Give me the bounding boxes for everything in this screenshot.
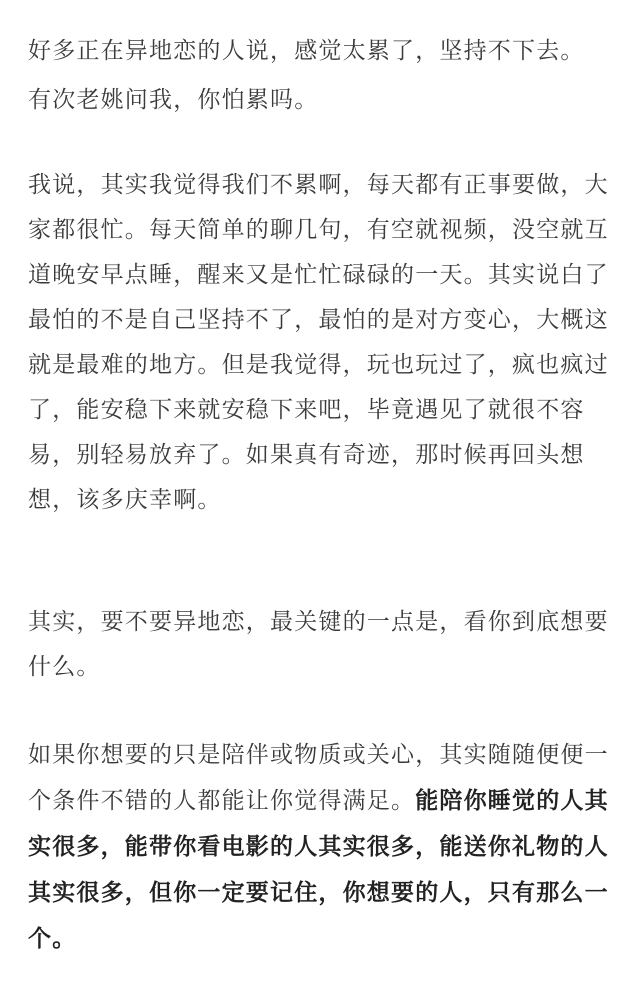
text-line: 其实，要不要异地恋，最关键的一点是，看你到底想要 bbox=[28, 609, 609, 635]
text-line-bold: 其实很多，但你一定要记住，你想要的人，只有那么一 bbox=[28, 880, 609, 906]
text-line: 易，别轻易放弃了。如果真有奇迹，那时候再回头想 bbox=[28, 442, 585, 468]
text-line: 我说，其实我觉得我们不累啊，每天都有正事要做，大 bbox=[28, 172, 609, 198]
text-normal: 个条件不错的人都能让你觉得满足。 bbox=[28, 788, 416, 814]
text-line: 什么。 bbox=[28, 654, 101, 680]
text-line-bold: 实很多，能带你看电影的人其实很多，能送你礼物的人 bbox=[28, 834, 609, 860]
text-line: 好多正在异地恋的人说，感觉太累了，坚持不下去。 bbox=[28, 38, 585, 64]
text-line: 最怕的不是自己坚持不了，最怕的是对方变心，大概这 bbox=[28, 307, 609, 333]
text-line: 有次老姚问我，你怕累吗。 bbox=[28, 87, 319, 113]
text-line: 了，能安稳下来就安稳下来吧，毕竟遇见了就很不容 bbox=[28, 397, 585, 423]
text-line-bold: 个。 bbox=[28, 926, 77, 952]
text-line: 如果你想要的只是陪伴或物质或关心，其实随随便便一 bbox=[28, 742, 609, 768]
text-line: 家都很忙。每天简单的聊几句，有空就视频，没空就互 bbox=[28, 217, 609, 243]
text-bold: 能陪你睡觉的人其 bbox=[415, 788, 609, 814]
text-line: 就是最难的地方。但是我觉得，玩也玩过了，疯也疯过 bbox=[28, 352, 609, 378]
text-line: 道晚安早点睡，醒来又是忙忙碌碌的一天。其实说白了 bbox=[28, 262, 609, 288]
text-line: 想，该多庆幸啊。 bbox=[28, 487, 222, 513]
text-line-mixed bbox=[28, 784, 609, 818]
